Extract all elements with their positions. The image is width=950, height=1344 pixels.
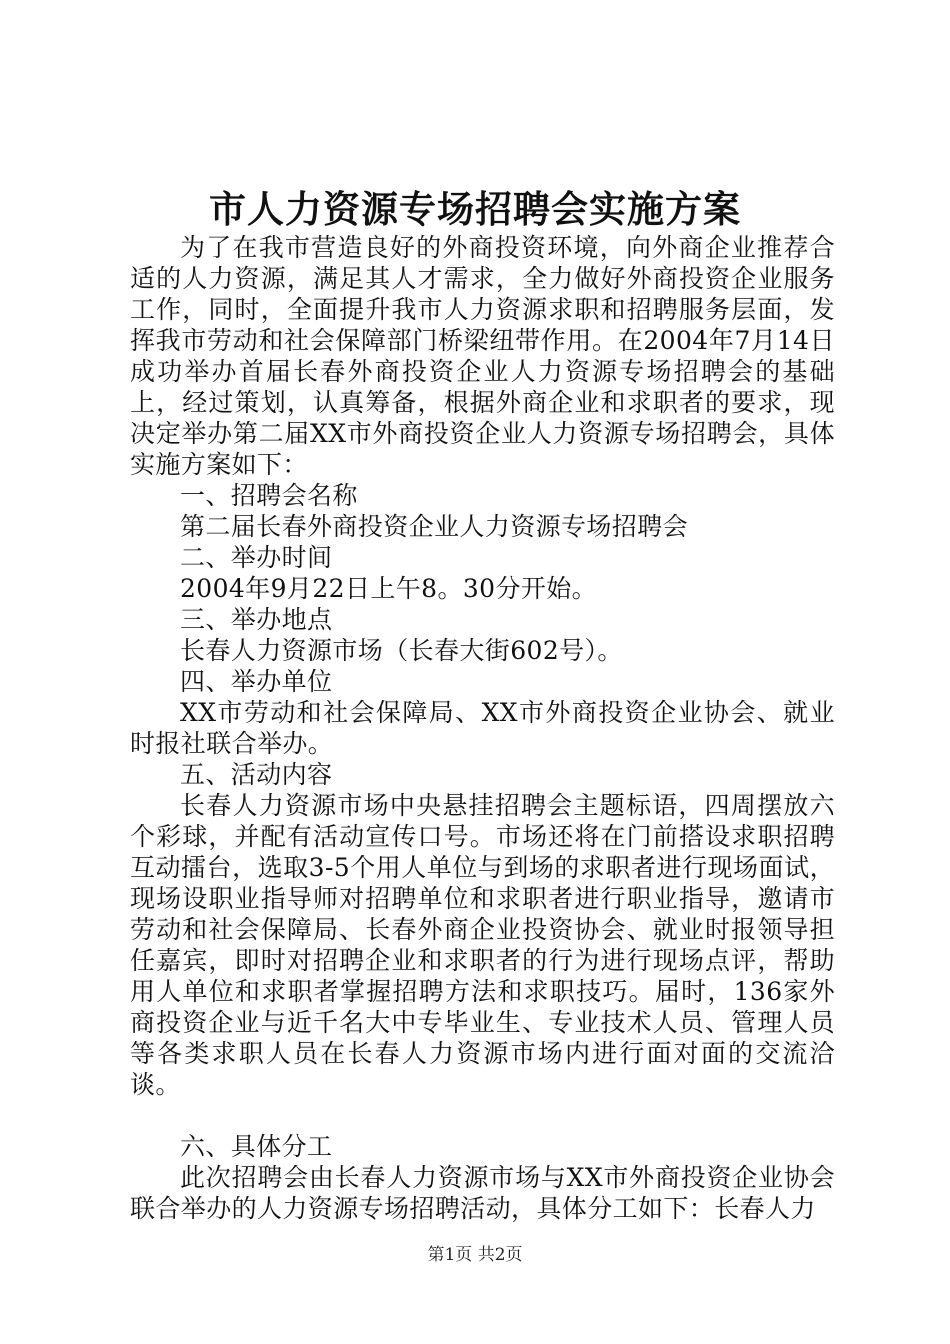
document-title: 市人力资源专场招聘会实施方案: [209, 187, 741, 231]
section-heading-location: 三、举办地点: [180, 605, 333, 634]
division-text: 此次招聘会由长春人力资源市场与XX市外商投资企业协会联合举办的人力资源专场招聘活动，具体分工如下：长春人力: [130, 1163, 835, 1223]
section-heading-division: 六、具体分工: [180, 1132, 333, 1161]
activities-text: 长春人力资源市场中央悬挂招聘会主题标语，四周摆放六个彩球，并配有活动宣传口号。市场还将在门前搭设求职招聘互动擂台，选取3-5个用人单位与到场的求职者进行现场面试，现场设职业指导师对招聘单位和求职者进行职业指导，邀请市劳动和社会保障局、长春外商企业投资协会、就业时报领导担任嘉宾，即时对招聘企业和求职者的行为进行现场点评，帮助用人单位和求职者掌握招聘方法和求职技巧。届时，136家外商投资企业与近千名大中专毕业生、专业技术人员、管理人员等各类求职人员在长春人力资源市场内进行面对面的交流洽谈。: [130, 791, 835, 1099]
fair-time-text: 2004年9月22日上午8。30分开始。: [180, 574, 598, 603]
page-number-footer: 第1页 共2页: [427, 1245, 523, 1265]
section-heading-organizers: 四、举办单位: [180, 667, 333, 696]
organizers-text: XX市劳动和社会保障局、XX市外商投资企业协会、就业时报社联合举办。: [130, 698, 835, 758]
intro-paragraph: 为了在我市营造良好的外商投资环境，向外商企业推荐合适的人力资源，满足其人才需求，全力做好外商投资企业服务工作，同时，全面提升我市人力资源求职和招聘服务层面，发挥我市劳动和社会保障部门桥梁纽带作用。在2004年7月14日成功举办首届长春外商投资企业人力资源专场招聘会的基础上，经过策划，认真筹备，根据外商企业和求职者的要求，现决定举办第二届XX市外商投资企业人力资源专场招聘会，具体实施方案如下：: [130, 233, 835, 479]
document-body: [130, 232, 835, 1224]
section-heading-activities: 五、活动内容: [180, 760, 333, 789]
fair-location-text: 长春人力资源市场（长春大街602号）。: [180, 636, 623, 665]
section-heading-time: 二、举办时间: [180, 543, 333, 572]
section-heading-name: 一、招聘会名称: [180, 481, 358, 510]
fair-name-text: 第二届长春外商投资企业人力资源专场招聘会: [180, 512, 689, 541]
